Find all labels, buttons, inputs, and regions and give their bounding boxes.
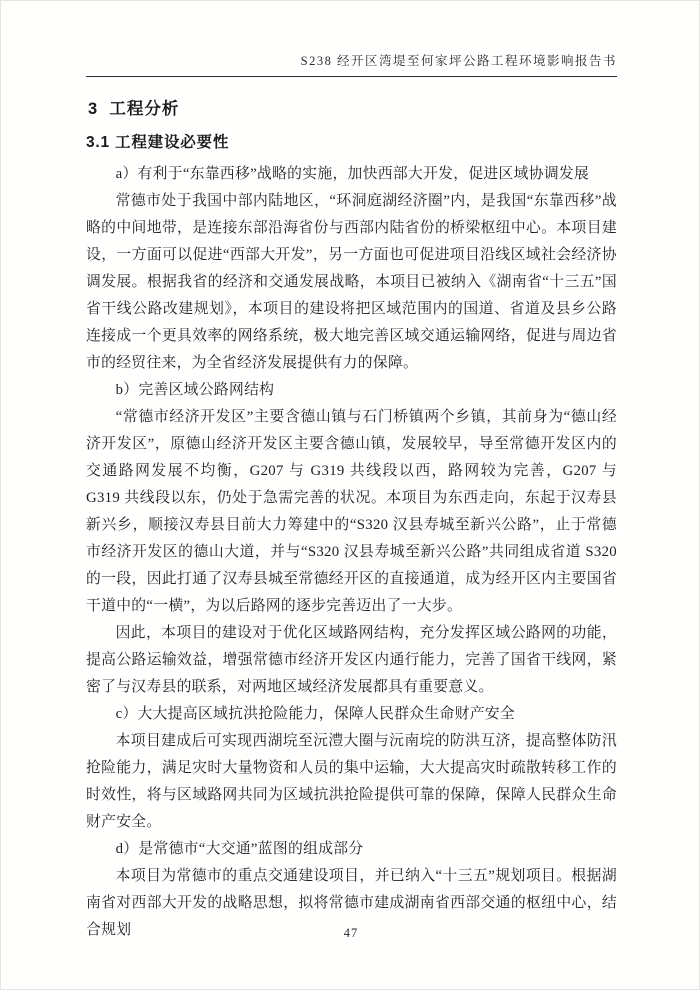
paragraph-body: 常德市处于我国中部内陆地区，“环洞庭湖经济圈”内，是我国“东靠西移”战略的中间地带，是连接东部沿海省份与西部内陆省份的桥梁枢纽中心。本项目建设，一方面可以促进“西部大开发”，另一方面也可促进项目沿线区域社会经济协调发展。根据我省的经济和交通发展战略，本项目已被纳入《湖南省“十三五”国省干线公路改建规划》，本项目的建设将把区域范围内的国道、省道及县乡公路连接成一个更具效率的网络系统，极大地完善区域交通运输网络，促进与周边省市的经贸往来，为全省经济发展提供有力的保障。 xyxy=(86,193,617,371)
paragraph-item-a: a）有利于“东靠西移”战略的实施，加快西部大开发，促进区域协调发展 xyxy=(115,166,590,182)
page-header xyxy=(86,51,617,69)
page-number: 47 xyxy=(343,926,359,940)
paragraph-item-c: c）大大提高区域抗洪抢险能力，保障人民群众生命财产安全 xyxy=(115,706,515,722)
paragraph-item-b: b）完善区域公路网结构 xyxy=(115,382,275,398)
subsection-heading: 3.1 工程建设必要性 xyxy=(86,134,230,151)
paragraph-body: 因此，本项目的建设对于优化区域路网结构，充分发挥区域公路网的功能，提高公路运输效益，增强常德市经济开发区内通行能力，完善了国省干线网，紧密了与汉寿县的联系，对两地区域经济发展都具有重要意义。 xyxy=(86,625,617,695)
header-rule xyxy=(86,76,617,77)
document-content xyxy=(86,89,617,944)
paragraph-item-d: d）是常德市“大交通”蓝图的组成部分 xyxy=(115,841,364,857)
header-title: S238 经开区湾堤至何家坪公路工程环境影响报告书 xyxy=(300,54,617,68)
paragraph-body: “常德市经济开发区”主要含德山镇与石门桥镇两个乡镇，其前身为“德山经济开发区”，原德山经济开发区主要含德山镇，发展较早，导至常德开发区内的交通路网发展不均衡，G207 与 G319 共线段以西，路网较为完善，G207 与 G319 共线段以东，仍处于急需完善的状况。本项目为东西走向，东起于汉寿县新兴乡，顺接汉寿县目前大力筹建中的“S320 汉县寿城至新兴公路”，止于常德市经济开发区的德山大道，并与“S320 汉县寿城至新兴公路”共同组成省道 S320 的一段，因此打通了汉寿县城至常德经开区的直接通道，成为经开区内主要国省干道中的“一横”，为以后路网的逐步完善迈出了一大步。 xyxy=(86,409,617,614)
paragraph-body: 本项目为常德市的重点交通建设项目，并已纳入“十三五”规划项目。根据湖南省对西部大开发的战略思想，拟将常德市建成湖南省西部交通的枢纽中心，结合规划 xyxy=(86,868,617,938)
section-heading: 3 工程分析 xyxy=(88,100,180,118)
paragraph-body: 本项目建成后可实现西湖垸至沅澧大圈与沅南垸的防洪互济，提高整体防汛抢险能力，满足灾时大量物资和人员的集中运输，大大提高灾时疏散转移工作的时效性，将与区域路网共同为区域抗洪抢险提供可靠的保障，保障人民群众生命财产安全。 xyxy=(86,733,617,830)
